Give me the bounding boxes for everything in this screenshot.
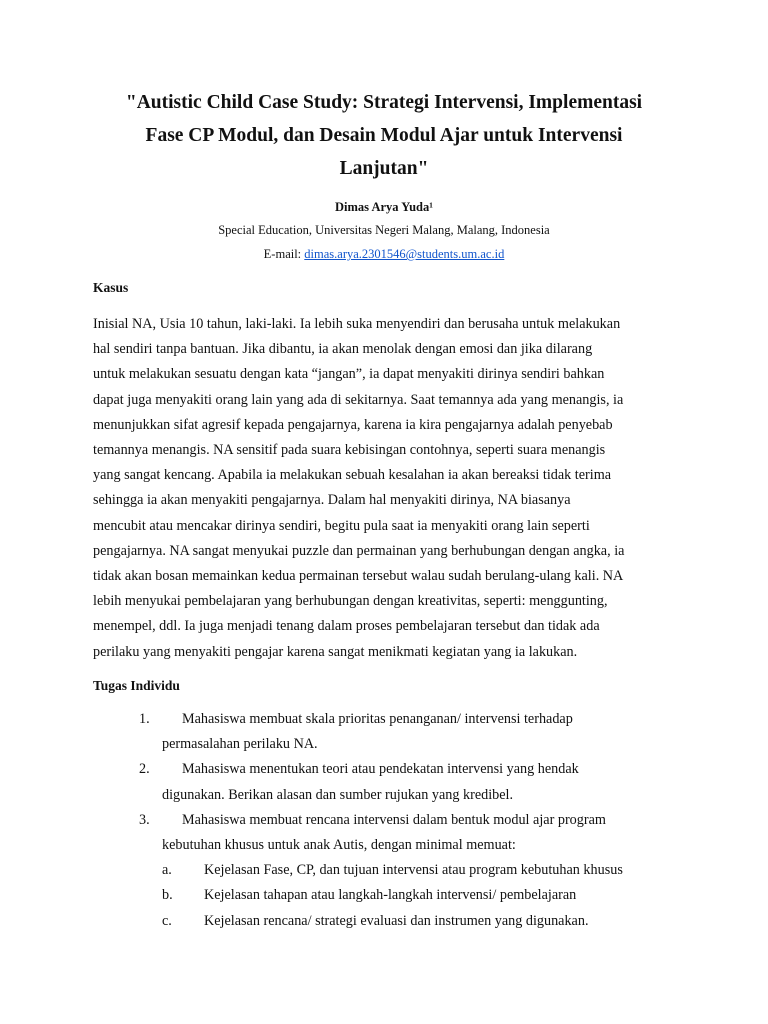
list-item <box>0 808 768 833</box>
paragraph-line: yang sangat kencang. Apabila ia melakukan sebuah kesalahan ia akan bereaksi tidak terima <box>93 467 612 484</box>
title-line: Lanjutan" <box>339 158 429 179</box>
list-item-text: permasalahan perilaku NA. <box>162 736 318 753</box>
list-item-continuation <box>0 833 768 858</box>
kasus-paragraph <box>93 312 677 665</box>
sub-list-item <box>0 909 768 934</box>
author-affiliation: Special Education, Universitas Negeri Malang, Malang, Indonesia <box>218 223 550 237</box>
list-item-text: Mahasiswa membuat skala prioritas penanganan/ intervensi terhadap <box>182 711 573 727</box>
paragraph-line: perilaku yang menyakiti pengajar karena sangat menikmati kegiatan yang ia lakukan. <box>93 643 578 660</box>
paragraph-line: hal sendiri tanpa bantuan. Jika dibantu, ia akan menolak dengan emosi dan jika dilarang <box>93 341 593 358</box>
sub-list-text: Kejelasan rencana/ strategi evaluasi dan instrumen yang digunakan. <box>204 912 589 929</box>
tugas-heading: Tugas Individu <box>93 678 180 693</box>
list-item <box>0 757 768 782</box>
sub-list-item <box>0 883 768 908</box>
document-title <box>90 86 678 185</box>
list-number: 1. <box>139 711 150 727</box>
sub-list-letter: c. <box>162 912 172 929</box>
sub-list-item <box>0 858 768 883</box>
paragraph-line: untuk melakukan sesuatu dengan kata “jangan”, ia dapat menyakiti dirinya sendiri bahkan <box>93 366 605 383</box>
list-item-text: Mahasiswa menentukan teori atau pendekatan intervensi yang hendak <box>182 761 579 778</box>
paragraph-line: Inisial NA, Usia 10 tahun, laki-laki. Ia lebih suka menyendiri dan berusaha untuk melakukan <box>93 316 621 332</box>
paragraph-line: menempel, ddl. Ia juga menjadi tenang dalam proses pembelajaran tersebut dan tidak ada <box>93 618 600 635</box>
email-link[interactable]: dimas.arya.2301546@students.um.ac.id <box>304 247 505 261</box>
list-item-text: digunakan. Berikan alasan dan sumber rujukan yang kredibel. <box>162 786 514 803</box>
tugas-list <box>0 707 768 934</box>
paragraph-line: pengajarnya. NA sangat menyukai puzzle dan permainan yang berhubungan dengan angka, ia <box>93 542 625 559</box>
sub-list-letter: a. <box>162 862 172 879</box>
list-item-continuation <box>0 783 768 808</box>
kasus-heading: Kasus <box>93 280 129 295</box>
list-number: 2. <box>139 761 150 778</box>
paragraph-line: menunjukkan sifat agresif kepada pengajarnya, karena ia kira pengajarnya adalah penyebab <box>93 416 613 433</box>
paragraph-line: tidak akan bosan memainkan kedua permainan tersebut walau sudah berulang-ulang kali. NA <box>93 568 624 585</box>
list-item <box>0 707 768 732</box>
paragraph-line: mencubit atau mencakar dirinya sendiri, begitu pula saat ia menyakiti orang lain seperti <box>93 517 590 534</box>
paragraph-line: temannya menangis. NA sensitif pada suara kebisingan contohnya, seperti suara menangis <box>93 442 606 459</box>
paragraph-line: sehingga ia akan menyakiti pengajarnya. Dalam hal menyakiti dirinya, NA biasanya <box>93 492 571 509</box>
sub-list-letter: b. <box>162 887 173 904</box>
title-line: Fase CP Modul, dan Desain Modul Ajar untuk Intervensi <box>145 125 623 146</box>
paragraph-line: dapat juga menyakiti orang lain yang ada di sekitarnya. Saat temannya ada yang menangis, ia <box>93 391 624 408</box>
list-item-text: kebutuhan khusus untuk anak Autis, dengan minimal memuat: <box>162 836 516 853</box>
title-line: "Autistic Child Case Study: Strategi Intervensi, Implementasi <box>125 92 643 113</box>
list-item-text: Mahasiswa membuat rencana intervensi dalam bentuk modul ajar program <box>182 811 606 828</box>
sub-list-text: Kejelasan Fase, CP, dan tujuan intervensi atau program kebutuhan khusus <box>204 862 623 879</box>
email-label: E-mail: <box>263 247 305 261</box>
email-line <box>90 246 678 262</box>
list-number: 3. <box>139 811 150 828</box>
sub-list-text: Kejelasan tahapan atau langkah-langkah intervensi/ pembelajaran <box>204 887 577 904</box>
author-name: Dimas Arya Yuda¹ <box>335 200 433 214</box>
paragraph-line: lebih menyukai pembelajaran yang berhubungan dengan kreativitas, seperti: menggunting, <box>93 593 608 610</box>
list-item-continuation <box>0 732 768 757</box>
